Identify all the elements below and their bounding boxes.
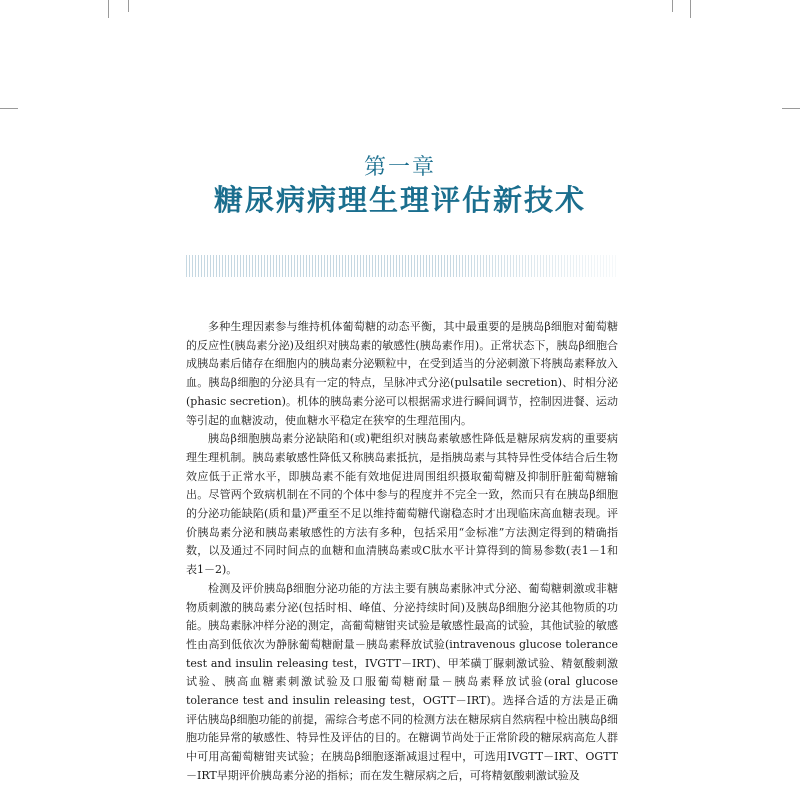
crop-mark [672,0,673,12]
crop-mark [782,108,800,109]
body-text [186,318,618,786]
crop-mark [0,108,18,109]
chapter-number: 第一章 [363,155,436,180]
paragraph: 胰岛β细胞胰岛素分泌缺陷和(或)靶组织对胰岛素敏感性降低是糖尿病发病的重要病理生理机制。胰岛素敏感性降低又称胰岛素抵抗，是指胰岛素与其特异性受体结合后生物效应低于正常水平，即胰岛素不能有效地促进周围组织摄取葡萄糖及抑制肝脏葡萄糖输出。尽管两个致病机制在不同的个体中参与的程度并不完全一致，然而只有在胰岛β细胞的分泌功能缺陷(质和量)严重至不足以维持葡萄糖代谢稳态时才出现临床高血糖表现。评价胰岛素分泌和胰岛素敏感性的方法有多种，包括采用“金标准”方法测定得到的精确指数，以及通过不同时间点的血糖和血清胰岛素或C肽水平计算得到的简易参数(表1－1和表1－2)。 [186,432,618,577]
chapter-title: 糖尿病病理生理评估新技术 [213,183,586,217]
decorative-rule [186,255,618,277]
crop-mark [690,0,691,18]
paragraph: 多种生理因素参与维持机体葡萄糖的动态平衡，其中最重要的是胰岛β细胞对葡萄糖的反应性(胰岛素分泌)及组织对胰岛素的敏感性(胰岛素作用)。正常状态下，胰岛β细胞合成胰岛素后储存在细胞内的胰岛素分泌颗粒中，在受到适当的分泌刺激下将胰岛素释放入血。胰岛β细胞的分泌具有一定的特点，呈脉冲式分泌(pulsatile secretion)、时相分泌(phasic secretion)。机体的胰岛素分泌可以根据需求进行瞬间调节，控制因进餐、运动等引起的血糖波动，使血糖水平稳定在狭窄的生理范围内。 [186,320,618,427]
crop-mark [128,0,129,12]
paragraph: 检测及评价胰岛β细胞分泌功能的方法主要有胰岛素脉冲式分泌、葡萄糖刺激或非糖物质刺激的胰岛素分泌(包括时相、峰值、分泌持续时间)及胰岛β细胞分泌其他物质的功能。胰岛素脉冲样分泌的测定，高葡萄糖钳夹试验是敏感性最高的试验，其他试验的敏感性由高到低依次为静脉葡萄糖耐量－胰岛素释放试验(intravenous glucose tolerance test and insulin releasing test，IVGTT－IRT)、甲苯磺丁脲刺激试验、精氨酸刺激试验、胰高血糖素刺激试验及口服葡萄糖耐量－胰岛素释放试验(oral glucose tolerance test and insulin releasing test，OGTT－IRT)。选择合适的方法是正确评估胰岛β细胞功能的前提，需综合考虑不同的检测方法在糖尿病自然病程中检出胰岛β细胞功能异常的敏感性、特异性及评估的目的。在糖调节尚处于正常阶段的糖尿病高危人群中可用高葡萄糖钳夹试验；在胰岛β细胞逐渐减退过程中，可选用IVGTT－IRT、OGTT－IRT早期评价胰岛素分泌的指标；而在发生糖尿病之后，可将精氨酸刺激试验及 [186,581,618,782]
crop-mark [108,0,109,18]
